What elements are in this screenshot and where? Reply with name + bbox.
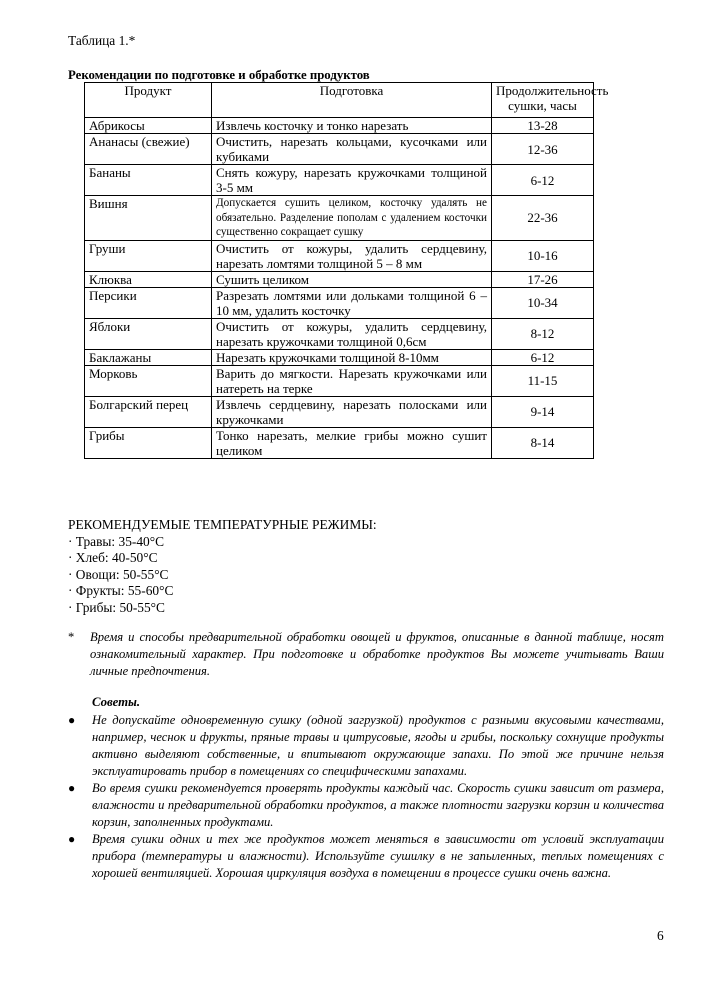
bullet-icon: ● <box>68 713 76 727</box>
tips-title: Советы. <box>92 695 141 709</box>
duration-cell: 6-12 <box>492 349 594 365</box>
footnote-marker: * <box>68 630 75 644</box>
tips-list <box>68 712 664 882</box>
duration-cell: 9-14 <box>492 396 594 427</box>
product-cell: Бананы <box>85 165 212 196</box>
table-title: Рекомендации по подготовке и обработке продуктов <box>68 68 370 82</box>
duration-cell: 22-36 <box>492 196 594 241</box>
product-cell: Вишня <box>85 196 212 241</box>
product-cell: Яблоки <box>85 318 212 349</box>
preparation-cell: Извлечь косточку и тонко нарезать <box>212 118 492 134</box>
duration-cell: 8-12 <box>492 318 594 349</box>
preparation-cell: Очистить, нарезать кольцами, кусочками или кубиками <box>212 134 492 165</box>
header-duration: Продолжительность сушки, часы <box>492 83 594 118</box>
product-cell: Грибы <box>85 427 212 458</box>
product-cell: Баклажаны <box>85 349 212 365</box>
product-cell: Груши <box>85 240 212 271</box>
bullet-icon: ● <box>68 781 76 795</box>
preparation-cell: Допускается сушить целиком, косточку удалять не обязательно. Разделение пополам с удалением косточки существенно сокращает сушку <box>212 196 492 241</box>
temperature-item: · Фрукты: 55-60°C <box>68 583 174 599</box>
header-preparation: Подготовка <box>212 83 492 118</box>
table-row <box>85 349 594 365</box>
temperature-item: · Овощи: 50-55°C <box>68 566 169 582</box>
page-number: 6 <box>657 928 664 943</box>
product-cell: Клюква <box>85 271 212 287</box>
preparation-cell: Сушить целиком <box>212 271 492 287</box>
temperature-item: · Травы: 35-40°C <box>68 533 165 549</box>
preparation-cell: Извлечь сердцевину, нарезать полосками или кружочками <box>212 396 492 427</box>
list-item <box>68 780 664 831</box>
temperature-item: · Хлеб: 40-50°C <box>68 550 158 566</box>
preparation-cell: Очистить от кожуры, удалить сердцевину, нарезать ломтями толщиной 5 – 8 мм <box>212 240 492 271</box>
table-row <box>85 318 594 349</box>
tip-text: Время сушки одних и тех же продуктов может меняться в зависимости от условий эксплуатации прибора (температуры и влажности). Используйте сушилку в не запыленных, теплых помещениях с хорошей вентиляцией. Хорошая циркуляция воздуха в помещении в процессе сушки очень важна. <box>92 832 664 880</box>
table-row <box>85 240 594 271</box>
temperature-item: · Грибы: 50-55°C <box>68 599 165 615</box>
list-item <box>68 831 664 882</box>
duration-cell: 10-16 <box>492 240 594 271</box>
temperature-heading: РЕКОМЕНДУЕМЫЕ ТЕМПЕРАТУРНЫЕ РЕЖИМЫ: <box>68 517 377 532</box>
duration-cell: 12-36 <box>492 134 594 165</box>
preparation-cell: Очистить от кожуры, удалить сердцевину, нарезать кружочками толщиной 0,6см <box>212 318 492 349</box>
list-item <box>68 712 664 780</box>
duration-cell: 11-15 <box>492 365 594 396</box>
table-caption: Таблица 1.* <box>68 33 136 48</box>
table-row <box>85 196 594 241</box>
duration-cell: 6-12 <box>492 165 594 196</box>
header-product: Продукт <box>85 83 212 118</box>
duration-cell: 8-14 <box>492 427 594 458</box>
preparation-cell: Варить до мягкости. Нарезать кружочками или натереть на терке <box>212 365 492 396</box>
table-row <box>85 118 594 134</box>
tip-text: Не допускайте одновременную сушку (одной загрузкой) продуктов с разными вкусовыми качествами, например, чеснок и фрукты, пряные травы и цитрусовые, ягоды и грибы, поскольку сохнущие продукты активно выделяют собственные, и впитывают окружающие запахи. По этой же причине нельзя эксплуатировать прибор в помещениях со специфическими запахами. <box>92 713 664 778</box>
products-table <box>84 82 609 459</box>
duration-cell: 13-28 <box>492 118 594 134</box>
table-row <box>85 165 594 196</box>
product-cell: Болгарский перец <box>85 396 212 427</box>
table-row <box>85 396 594 427</box>
product-cell: Абрикосы <box>85 118 212 134</box>
product-cell: Ананасы (свежие) <box>85 134 212 165</box>
footnote-text: Время и способы предварительной обработки овощей и фруктов, описанные в данной таблице, носят ознакомительный характер. При подготовке и обработке продуктов Вы можете учитывать Ваши личные предпочтения. <box>90 630 664 678</box>
tip-text: Во время сушки рекомендуется проверять продукты каждый час. Скорость сушки зависит от размера, влажности и предварительной обработки продуктов, а также плотности загрузки корзин и количества корзин, заполненных продуктами. <box>92 781 664 829</box>
table-row <box>85 287 594 318</box>
table-row <box>85 271 594 287</box>
duration-cell: 17-26 <box>492 271 594 287</box>
preparation-cell: Тонко нарезать, мелкие грибы можно сушит целиком <box>212 427 492 458</box>
table-row <box>85 134 594 165</box>
table-header-row <box>85 83 594 118</box>
product-cell: Персики <box>85 287 212 318</box>
preparation-cell: Разрезать ломтями или дольками толщиной 6 – 10 мм, удалить косточку <box>212 287 492 318</box>
table-row <box>85 365 594 396</box>
table-row <box>85 427 594 458</box>
product-cell: Морковь <box>85 365 212 396</box>
preparation-cell: Нарезать кружочками толщиной 8-10мм <box>212 349 492 365</box>
preparation-cell: Снять кожуру, нарезать кружочками толщиной 3-5 мм <box>212 165 492 196</box>
footnote <box>68 629 664 680</box>
bullet-icon: ● <box>68 832 76 846</box>
temperature-section <box>68 517 377 617</box>
duration-cell: 10-34 <box>492 287 594 318</box>
